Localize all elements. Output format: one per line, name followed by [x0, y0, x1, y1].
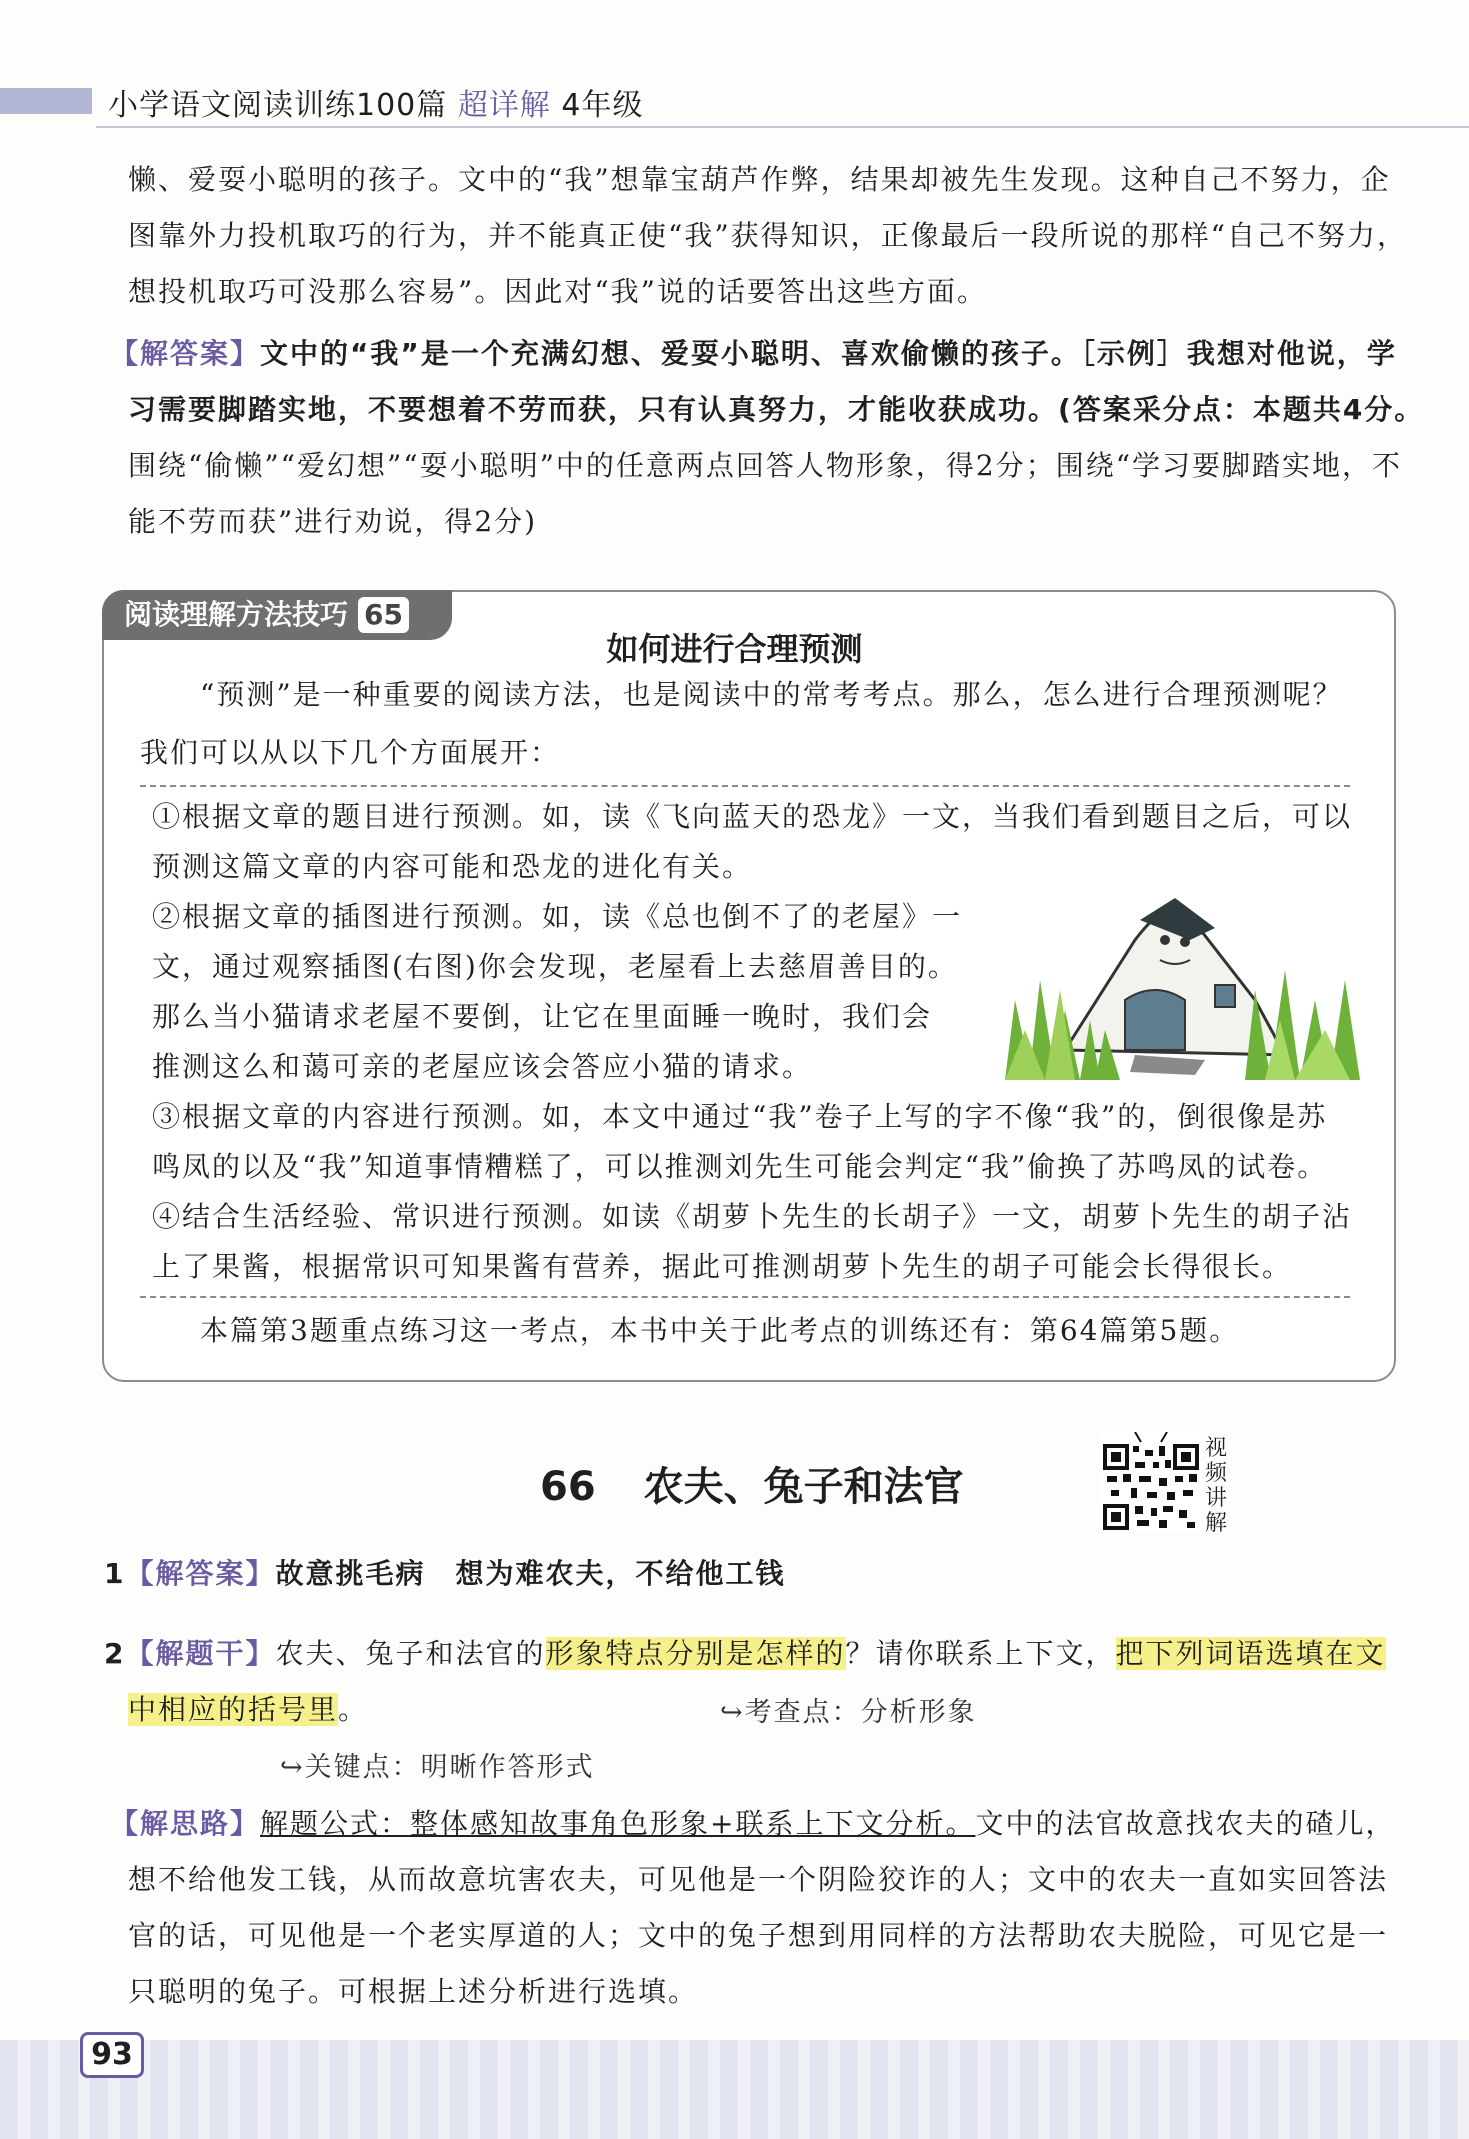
stem-tag: 【解题干】	[125, 1637, 276, 1670]
method-item-line: 那么当小猫请求老屋不要倒，让它在里面睡一晚时，我们会	[152, 1000, 933, 1033]
answer-line-2	[128, 382, 1424, 438]
q1-answer: 故意挑毛病 想为难农夫，不给他工钱	[275, 1557, 786, 1590]
note-exam-point	[720, 1690, 977, 1729]
highlight-instruction: 把下列词语选填在文	[1115, 1637, 1386, 1670]
question-2-line-1	[104, 1626, 1386, 1682]
question-number: 2	[104, 1637, 126, 1670]
intro-line-2: 图靠外力投机取巧的行为，并不能真正使“我”获得知识，正像最后一段所说的那样“自己不努力，	[128, 219, 1407, 252]
method-item-line: ④结合生活经验、常识进行预测。如读《胡萝卜先生的长胡子》一文，胡萝卜先生的胡子沾	[152, 1200, 1353, 1233]
think-tag: 【解思路】	[110, 1807, 261, 1840]
method-item-line: ②根据文章的插图进行预测。如，读《总也倒不了的老屋》一	[152, 900, 963, 933]
method-footer: 本篇第3题重点练习这一考点，本书中关于此考点的训练还有：第64篇第5题。	[200, 1314, 1240, 1347]
qr-label-char: 视	[1204, 1436, 1227, 1461]
footer-pattern	[0, 2040, 1469, 2139]
method-paragraph-1: “预测”是一种重要的阅读方法，也是阅读中的常考考点。那么，怎么进行合理预测呢？	[200, 678, 1343, 711]
method-divider-top	[140, 785, 1350, 787]
method-tab-number: 65	[358, 597, 409, 633]
old-house-illustration	[1005, 880, 1365, 1080]
method-item-line: ①根据文章的题目进行预测。如，读《飞向蓝天的恐龙》一文，当我们看到题目之后，可以	[152, 800, 1353, 833]
method-item-line: ③根据文章的内容进行预测。如，本文中通过“我”卷子上写的字不像“我”的，倒很像是苏	[152, 1100, 1328, 1133]
think-line-1	[110, 1796, 1396, 1852]
section-number: 66	[540, 1464, 596, 1510]
answer-line-3: 围绕“偷懒”“爱幻想”“耍小聪明”中的任意两点回答人物形象，得2分；围绕“学习要脚踏实地，不	[128, 449, 1403, 482]
think-formula: 解题公式：整体感知故事角色形象+联系上下文分析。	[260, 1807, 976, 1840]
think-line: 只聪明的兔子。可根据上述分析进行选填。	[128, 1975, 699, 2008]
think-line: 想不给他发工钱，从而故意坑害农夫，可见他是一个阴险狡诈的人；文中的农夫一直如实回答法	[128, 1863, 1389, 1896]
method-item-line: 推测这么和蔼可亲的老屋应该会答应小猫的请求。	[152, 1050, 813, 1083]
q2-text: ？请你联系上下文，	[845, 1637, 1116, 1670]
method-divider-bottom	[140, 1296, 1350, 1298]
method-item-line: 文，通过观察插图(右图)你会发现，老屋看上去慈眉善目的。	[152, 950, 958, 983]
think-line: 官的话，可见他是一个老实厚道的人；文中的兔子想到用同样的方法帮助农夫脱险，可见它是一	[128, 1919, 1389, 1952]
answer-text-2: 习需要脚踏实地，不要想着不劳而获，只有认真努力，才能收获成功。	[128, 393, 1059, 426]
method-item-line: 上了果酱，根据常识可知果酱有营养，据此可推测胡萝卜先生的胡子可能会长得很长。	[152, 1250, 1293, 1283]
answer-line-1	[110, 326, 1397, 382]
highlight-instruction-cont: 中相应的括号里	[128, 1693, 339, 1726]
think-text: 文中的法官故意找农夫的碴儿，	[975, 1807, 1396, 1840]
book-subtitle: 超详解	[457, 88, 551, 123]
question-1	[104, 1546, 786, 1602]
note-arrow-icon: ↪	[720, 1697, 745, 1728]
book-grade: 4年级	[561, 88, 644, 123]
note-text: 关键点：明晰作答形式	[304, 1752, 595, 1783]
answer-text-1: 文中的“我”是一个充满幻想、爱耍小聪明、喜欢偷懒的孩子。［示例］我想对他说，学	[260, 337, 1397, 370]
answer-line-4: 能不劳而获”进行劝说，得2分)	[128, 505, 538, 538]
answer-tag: 【解答案】	[125, 1557, 276, 1590]
note-arrow-icon: ↪	[280, 1752, 305, 1783]
answer-tag: 【解答案】	[110, 337, 261, 370]
qr-label-char: 讲	[1204, 1486, 1227, 1511]
section-name: 农夫、兔子和法官	[643, 1464, 964, 1510]
method-item-line: 鸣凤的以及“我”知道事情糟糕了，可以推测刘先生可能会判定“我”偷换了苏鸣凤的试卷。	[152, 1150, 1328, 1183]
qr-label-char: 解	[1204, 1511, 1227, 1536]
header-rule	[96, 126, 1469, 128]
q2-text: 农夫、兔子和法官的	[275, 1637, 546, 1670]
question-number: 1	[104, 1557, 126, 1590]
method-tab-label: 阅读理解方法技巧	[124, 598, 349, 631]
header-accent-bar	[0, 88, 92, 114]
qr-code-icon[interactable]	[1101, 1432, 1201, 1532]
qr-label	[1203, 1436, 1229, 1536]
note-text: 考查点：分析形象	[744, 1697, 977, 1728]
page-number: 93	[80, 2032, 144, 2078]
method-item-line: 预测这篇文章的内容可能和恐龙的进化有关。	[152, 850, 753, 883]
highlight-question: 形象特点分别是怎样的	[545, 1637, 846, 1670]
note-key-point	[280, 1745, 595, 1784]
scoring-start: (答案采分点：本题共4分。	[1058, 393, 1425, 426]
book-title: 小学语文阅读训练100篇	[108, 88, 448, 123]
method-paragraph-2: 我们可以从以下几个方面展开：	[140, 736, 561, 769]
intro-line-3: 想投机取巧可没那么容易”。因此对“我”说的话要答出这些方面。	[128, 275, 987, 308]
section-title	[540, 1455, 964, 1512]
method-title: 如何进行合理预测	[606, 630, 863, 668]
q2-text: 。	[338, 1693, 369, 1726]
qr-label-char: 频	[1204, 1461, 1227, 1486]
question-2-line-2	[128, 1682, 368, 1738]
intro-line-1: 懒、爱耍小聪明的孩子。文中的“我”想靠宝葫芦作弊，结果却被先生发现。这种自己不努力，企	[128, 163, 1391, 196]
book-header	[108, 80, 643, 124]
